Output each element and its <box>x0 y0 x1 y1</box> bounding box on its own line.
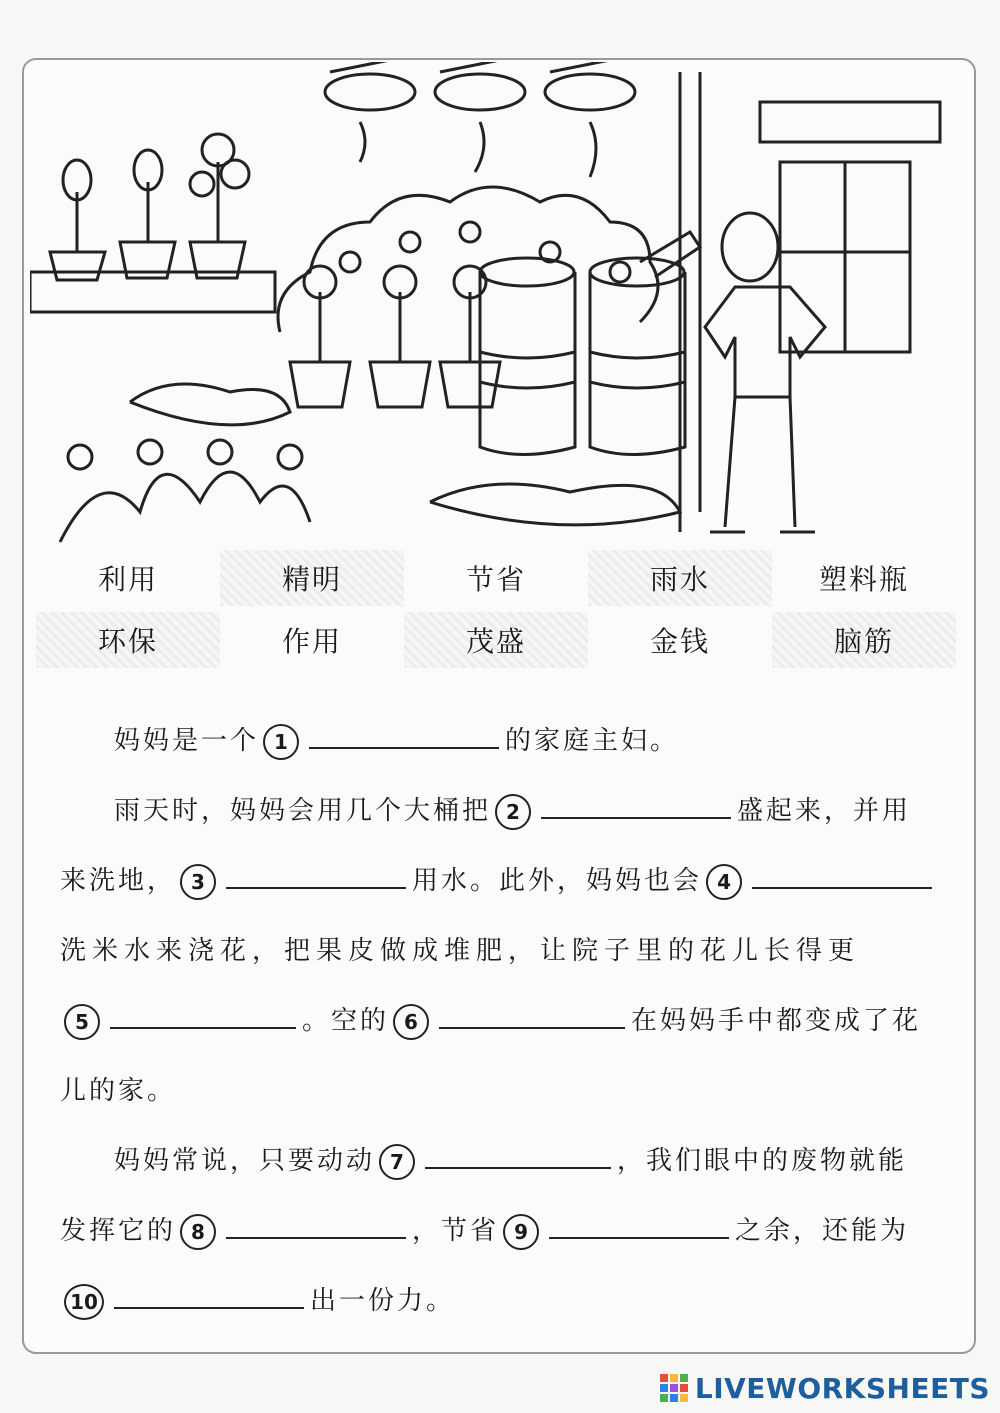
answer-blank-10[interactable] <box>114 1283 304 1309</box>
passage-text: ，我们眼中的废物就能 <box>617 1146 908 1176</box>
passage-line-6 <box>60 1070 176 1107</box>
flower-bushes <box>278 187 658 332</box>
passage-line-4 <box>60 930 860 967</box>
house-wall-window <box>680 72 940 532</box>
word-bank-item: 脑筋 <box>772 612 956 668</box>
word-bank-item: 精明 <box>220 550 404 606</box>
passage-line-2 <box>114 790 911 830</box>
word-bank-item: 金钱 <box>649 625 710 658</box>
answer-blank-6[interactable] <box>439 1003 625 1029</box>
blank-number: 10 <box>64 1284 104 1320</box>
puddles-and-front-plants <box>60 384 680 542</box>
passage-text: 儿的家。 <box>60 1076 177 1106</box>
flower-shelf <box>30 134 275 312</box>
answer-blank-8[interactable] <box>226 1213 406 1239</box>
blank-number: 2 <box>495 794 531 830</box>
blank-number: 3 <box>180 864 216 900</box>
answer-blank-4[interactable] <box>752 863 932 889</box>
brand-name: LIVEWORKSHEETS <box>694 1371 990 1405</box>
mother-figure <box>705 213 825 532</box>
word-bank-item: 环保 <box>36 612 220 668</box>
word-bank <box>36 550 956 670</box>
passage-text: 妈妈是一个 <box>114 726 260 756</box>
liveworksheets-brand <box>659 1371 990 1405</box>
blank-number: 5 <box>64 1004 100 1040</box>
passage-text: 。空的 <box>302 1006 390 1036</box>
passage-text: ，节省 <box>412 1216 500 1246</box>
word-bank-item: 塑料瓶 <box>818 563 909 596</box>
answer-blank-9[interactable] <box>549 1213 729 1239</box>
answer-blank-1[interactable] <box>309 723 499 749</box>
answer-blank-2[interactable] <box>541 793 731 819</box>
passage-line-5 <box>60 1000 921 1040</box>
answer-blank-7[interactable] <box>425 1143 611 1169</box>
blank-number: 7 <box>379 1144 415 1180</box>
passage-text: 雨天时，妈妈会用几个大桶把 <box>114 796 492 826</box>
passage-text: 在妈妈手中都变成了花 <box>631 1006 922 1036</box>
potted-daisies <box>290 266 500 407</box>
word-bank-item: 作用 <box>281 625 342 658</box>
passage-line-1 <box>114 720 679 760</box>
rain-barrels <box>480 232 700 455</box>
word-bank-item: 利用 <box>97 563 158 596</box>
garden-illustration <box>30 62 950 554</box>
passage-text: 妈妈常说，只要动动 <box>114 1146 376 1176</box>
word-bank-item: 茂盛 <box>404 612 588 668</box>
passage-line-7 <box>114 1140 907 1180</box>
blank-number: 8 <box>180 1214 216 1250</box>
passage-line-3 <box>60 860 938 900</box>
passage-text: 发挥它的 <box>60 1216 177 1246</box>
passage-text: 之余，还能为 <box>735 1216 910 1246</box>
answer-blank-3[interactable] <box>226 863 406 889</box>
hanging-bottle-planters <box>325 62 635 177</box>
passage-text: 出一份力。 <box>310 1286 456 1316</box>
passage-text: 来洗地， <box>60 866 177 896</box>
blank-number: 9 <box>503 1214 539 1250</box>
word-bank-item: 雨水 <box>588 550 772 606</box>
passage-text: 的家庭主妇。 <box>505 726 680 756</box>
blank-number: 1 <box>263 724 299 760</box>
word-bank-item: 节省 <box>465 563 526 596</box>
passage-line-9 <box>60 1280 455 1320</box>
passage-text: 盛起来，并用 <box>737 796 912 826</box>
passage-text: 洗米水来浇花，把果皮做成堆肥，让院子里的花儿长得更 <box>60 936 861 966</box>
passage-text: 用水。此外，妈妈也会 <box>412 866 703 896</box>
passage-line-8 <box>60 1210 909 1250</box>
blank-number: 4 <box>706 864 742 900</box>
blank-number: 6 <box>393 1004 429 1040</box>
brand-logo-icon <box>659 1373 689 1403</box>
answer-blank-5[interactable] <box>110 1003 296 1029</box>
